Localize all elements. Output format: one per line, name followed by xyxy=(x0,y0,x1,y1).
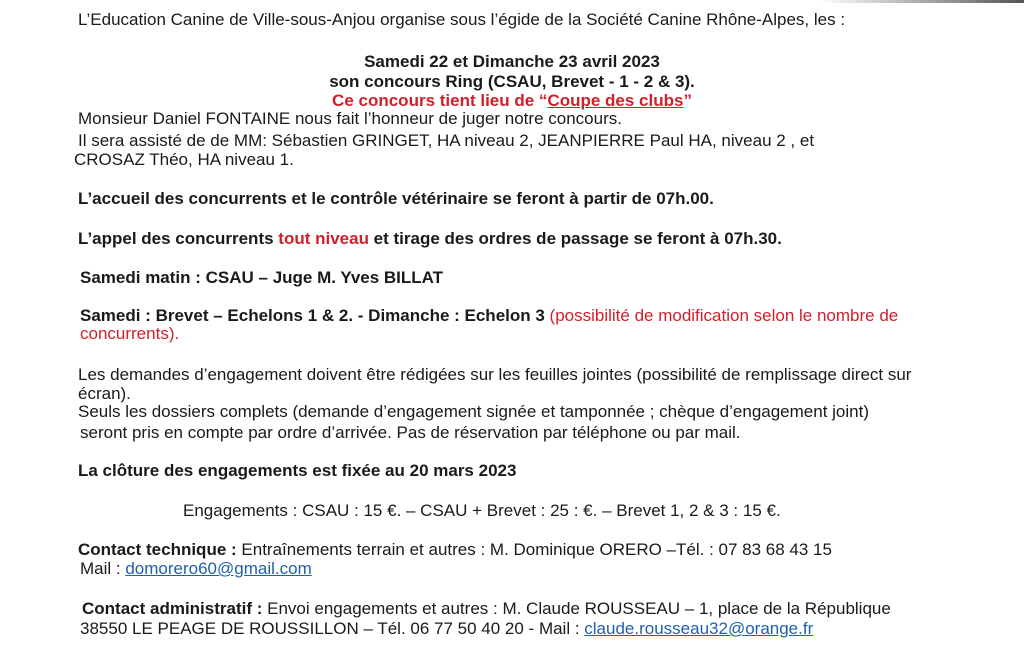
admin-mail-link[interactable]: claude.rousseau32@orange.fr xyxy=(584,619,814,638)
coupe-suffix: ” xyxy=(683,91,692,110)
schedule-text: Samedi : Brevet – Echelons 1 & 2. - Dimanche : Echelon 3 xyxy=(80,306,550,325)
intro-text: L’Education Canine de Ville-sous-Anjou organise sous l’égide de la Société Canine Rhône-Alpes, les : xyxy=(78,10,846,29)
samedi-matin-text: Samedi matin : CSAU – Juge M. Yves BILLAT xyxy=(80,268,444,287)
judge-text: Monsieur Daniel FONTAINE nous fait l’honneur de juger notre concours. xyxy=(78,109,622,128)
schedule-line xyxy=(80,306,898,326)
modification-note-2: concurrents). xyxy=(80,324,180,343)
appel-highlight: tout niveau xyxy=(278,229,369,248)
contact-admin-text: Envoi engagements et autres : M. Claude ROUSSEAU – 1, place de la République xyxy=(262,599,891,618)
coupe-line xyxy=(0,91,1024,111)
tarifs-text: Engagements : CSAU : 15 €. – CSAU + Brevet : 25 : €. – Brevet 1, 2 & 3 : 15 €. xyxy=(183,501,781,520)
appel-part-2: et tirage des ordres de passage se feront à 07h.30. xyxy=(368,229,782,248)
accueil-text: L’accueil des concurrents et le contrôle vétérinaire se feront à partir de 07h.00. xyxy=(78,189,714,208)
admin-address: 38550 LE PEAGE DE ROUSSILLON – Tél. 06 77 50 40 20 - Mail : xyxy=(80,619,585,638)
contact-technique-line xyxy=(78,540,832,560)
modification-note: (possibilité de modification selon le nombre de xyxy=(549,306,899,325)
event-dates: Samedi 22 et Dimanche 23 avril 2023 xyxy=(364,52,660,71)
contact-admin-line xyxy=(82,599,891,619)
appel-part-1: L’appel des concurrents xyxy=(78,229,279,248)
coupe-name: Coupe des clubs xyxy=(547,91,684,110)
demandes-line-2: écran). xyxy=(78,384,131,403)
contact-admin-label: Contact administratif : xyxy=(82,599,263,618)
scan-edge xyxy=(820,0,1024,3)
appel-line xyxy=(78,229,782,249)
coupe-prefix: Ce concours tient lieu de “ xyxy=(332,91,548,110)
assistants-line-1: Il sera assisté de de MM: Sébastien GRINGET, HA niveau 2, JEANPIERRE Paul HA, niveau 2 , et xyxy=(78,131,815,150)
tech-mail-line xyxy=(80,559,312,579)
demandes-line-1: Les demandes d’engagement doivent être rédigées sur les feuilles jointes (possibilité de remplissage direct sur xyxy=(78,365,912,384)
tech-mail-link[interactable]: domorero60@gmail.com xyxy=(125,559,312,578)
contact-technique-label: Contact technique : xyxy=(78,540,237,559)
dossiers-line-1: Seuls les dossiers complets (demande d’engagement signée et tamponnée ; chèque d’engagement joint) xyxy=(78,402,869,421)
contact-technique-text: Entraînements terrain et autres : M. Dominique ORERO –Tél. : 07 83 68 43 15 xyxy=(236,540,832,559)
mail-label: Mail : xyxy=(80,559,126,578)
admin-address-line xyxy=(80,619,813,639)
cloture-text: La clôture des engagements est fixée au 20 mars 2023 xyxy=(78,461,517,480)
dossiers-line-2: seront pris en compte par ordre d’arrivée. Pas de réservation par téléphone ou par mail. xyxy=(80,423,741,442)
assistants-line-2: CROSAZ Théo, HA niveau 1. xyxy=(74,150,294,169)
event-contest: son concours Ring (CSAU, Brevet - 1 - 2 & 3). xyxy=(329,72,695,91)
